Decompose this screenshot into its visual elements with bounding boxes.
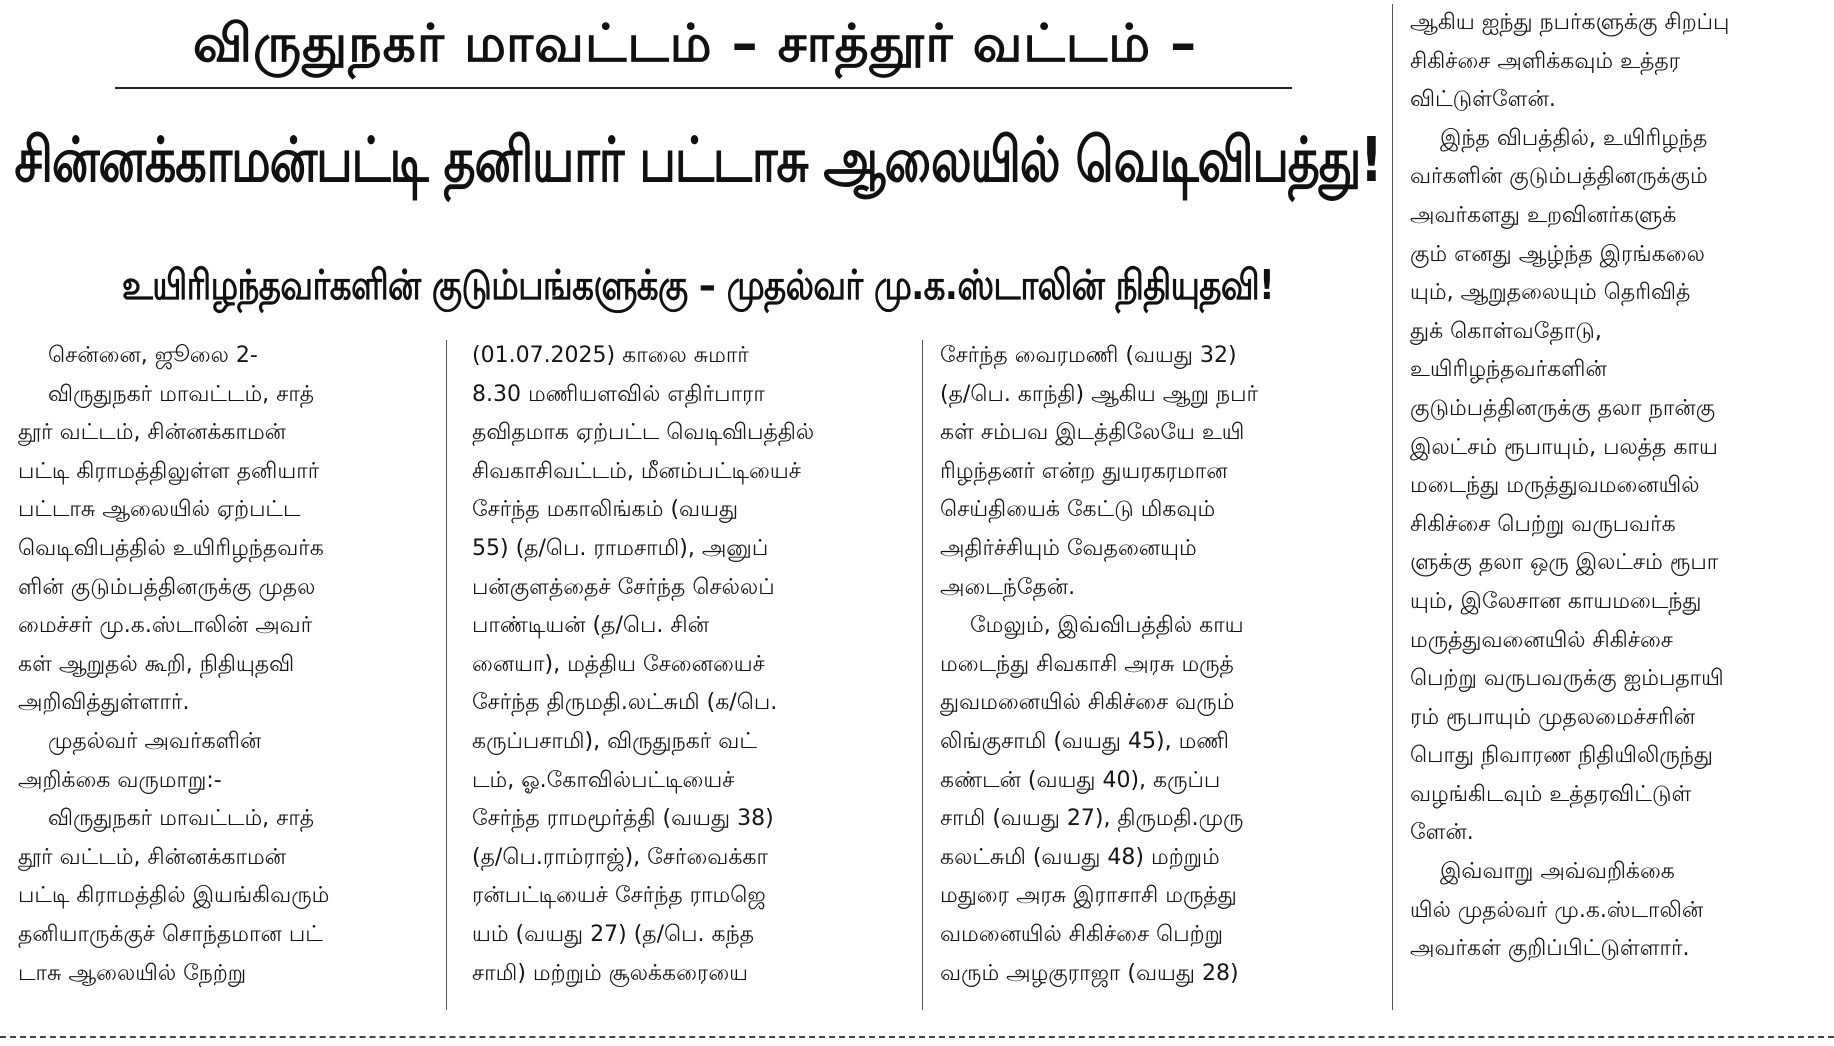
text-line: வெடிவிபத்தில் உயிரிழந்தவர்க bbox=[18, 535, 324, 561]
column-divider bbox=[446, 340, 447, 1010]
text-line: மதுரை அரசு இராசாசி மருத்து bbox=[940, 883, 1237, 909]
text-line: பொது நிவாரண நிதியிலிருந்து bbox=[1410, 743, 1713, 769]
bottom-cut-line bbox=[0, 1036, 1834, 1038]
text-line: துவமனையில் சிகிச்சை வரும் bbox=[940, 690, 1235, 716]
column-divider bbox=[1392, 4, 1393, 1010]
text-line: கள் சம்பவ இடத்திலேயே உயி bbox=[940, 420, 1245, 446]
text-line: யம் (வயது 27) (த/பெ. கந்த bbox=[472, 921, 755, 947]
text-line: சேர்ந்த ராமமூர்த்தி (வயது 38) bbox=[472, 806, 774, 832]
text-line: யும், இலேசான காயமடைந்து bbox=[1410, 588, 1702, 614]
text-line: உயிரிழந்தவர்களின் bbox=[1410, 357, 1607, 383]
text-line: குடும்பத்தினருக்கு தலா நான்கு bbox=[1410, 395, 1716, 421]
text-line: பட்டாசு ஆலையில் ஏற்பட்ட bbox=[18, 497, 301, 523]
text-line: ரம் ரூபாயும் முதலமைச்சரின் bbox=[1410, 704, 1696, 730]
text-line: பட்டி கிராமத்தில் இயங்கிவரும் bbox=[18, 883, 330, 909]
text-line: சிவகாசிவட்டம், மீனம்பட்டியைச் bbox=[472, 458, 801, 484]
text-line: ளேன். bbox=[1410, 820, 1474, 846]
text-line: முதல்வர் அவர்களின் bbox=[48, 728, 262, 754]
kicker-heading: விருதுநகர் மாவட்டம் – சாத்தூர் வட்டம் – bbox=[192, 14, 1198, 74]
text-line: சென்னை, ஜூலை 2- bbox=[48, 343, 258, 368]
main-headline: சின்னக்காமன்பட்டி தனியார் பட்டாசு ஆலையில் வெடிவிபத்து! bbox=[14, 124, 1382, 196]
text-line: டாசு ஆலையில் நேற்று bbox=[18, 960, 247, 986]
text-line: இலட்சம் ரூபாயும், பலத்த காய bbox=[1410, 434, 1718, 460]
text-line: சிகிச்சை பெற்று வருபவர்க bbox=[1410, 511, 1676, 537]
text-line: யில் முதல்வர் மு.க.ஸ்டாலின் bbox=[1410, 897, 1704, 923]
text-line: துக் கொள்வதோடு, bbox=[1410, 318, 1602, 344]
text-line: தவிதமாக ஏற்பட்ட வெடிவிபத்தில் bbox=[472, 420, 815, 446]
text-line: வமனையில் சிகிச்சை பெற்று bbox=[940, 921, 1224, 947]
text-line: மேலும், இவ்விபத்தில் காய bbox=[970, 613, 1244, 639]
text-line: பாண்டியன் (த/பெ. சின் bbox=[472, 613, 709, 639]
text-line: 8.30 மணியளவில் எதிர்பாரா bbox=[472, 381, 765, 407]
text-line: ரிழந்தனர் என்ற துயரகரமான bbox=[940, 458, 1228, 484]
sub-headline: உயிரிழந்தவர்களின் குடும்பங்களுக்கு – முதல்வர் மு.க.ஸ்டாலின் நிதியுதவி! bbox=[121, 262, 1275, 310]
text-line: வழங்கிடவும் உத்தரவிட்டுள் bbox=[1410, 781, 1692, 807]
text-line: ளுக்கு தலா ஒரு இலட்சம் ரூபா bbox=[1410, 550, 1719, 576]
text-line: ஆகிய ஐந்து நபர்களுக்கு சிறப்பு bbox=[1410, 10, 1730, 35]
text-line: லிங்குசாமி (வயது 45), மணி bbox=[940, 728, 1229, 754]
text-line: தனியாருக்குச் சொந்தமான பட் bbox=[18, 921, 323, 947]
text-line: பன்குளத்தைச் சேர்ந்த செல்லப் bbox=[472, 574, 775, 600]
text-line: பட்டி கிராமத்திலுள்ள தனியார் bbox=[18, 458, 320, 484]
text-line: அவர்களது உறவினர்களுக் bbox=[1410, 202, 1677, 228]
text-line: அறிக்கை வருமாறு:- bbox=[18, 767, 222, 793]
text-line: பெற்று வருபவருக்கு ஐம்பதாயி bbox=[1410, 666, 1724, 692]
text-line: சேர்ந்த மகாலிங்கம் (வயது bbox=[472, 497, 739, 523]
text-line: அதிர்ச்சியும் வேதனையும் bbox=[940, 535, 1197, 561]
text-line: (த/பெ. காந்தி) ஆகிய ஆறு நபர் bbox=[940, 381, 1258, 407]
article-column-4 bbox=[1410, 4, 1830, 969]
text-line: அவர்கள் குறிப்பிட்டுள்ளார். bbox=[1410, 936, 1690, 962]
text-line: வர்களின் குடும்பத்தினருக்கும் bbox=[1410, 164, 1708, 190]
article-column-3 bbox=[940, 337, 1370, 993]
text-line: (த/பெ.ராம்ராஜ்), சேர்வைக்கா bbox=[472, 844, 768, 870]
text-line: சேர்ந்த திருமதி.லட்சுமி (க/பெ. bbox=[472, 690, 778, 716]
text-line: மைச்சர் மு.க.ஸ்டாலின் அவர் bbox=[18, 613, 313, 639]
text-line: டம், ஓ.கோவில்பட்டியைச் bbox=[472, 767, 735, 793]
text-line: கண்டன் (வயது 40), கருப்ப bbox=[940, 767, 1221, 793]
text-line: னையா), மத்திய சேனையைச் bbox=[472, 651, 765, 677]
text-line: இந்த விபத்தில், உயிரிழந்த bbox=[1440, 125, 1708, 151]
text-line: அடைந்தேன். bbox=[940, 574, 1076, 600]
text-line: மடைந்து மருத்துவமனையில் bbox=[1410, 473, 1700, 499]
text-line: செய்தியைக் கேட்டு மிகவும் bbox=[940, 497, 1216, 523]
text-line: அறிவித்துள்ளார். bbox=[18, 690, 190, 716]
text-line: ளின் குடும்பத்தினருக்கு முதல bbox=[18, 574, 316, 600]
text-line: கும் எனது ஆழ்ந்த இரங்கலை bbox=[1410, 241, 1705, 267]
article-column-1 bbox=[18, 337, 428, 993]
text-line: தூர் வட்டம், சின்னக்காமன் bbox=[18, 420, 287, 446]
text-line: மடைந்து சிவகாசி அரசு மருத் bbox=[940, 651, 1234, 677]
text-line: மருத்துவனையில் சிகிச்சை bbox=[1410, 627, 1673, 653]
text-line: கலட்சுமி (வயது 48) மற்றும் bbox=[940, 844, 1220, 870]
text-line: சிகிச்சை அளிக்கவும் உத்தர bbox=[1410, 48, 1681, 74]
text-line: சேர்ந்த வைரமணி (வயது 32) bbox=[940, 343, 1237, 368]
text-line: சாமி (வயது 27), திருமதி.முரு bbox=[940, 806, 1244, 832]
text-line: கள் ஆறுதல் கூறி, நிதியுதவி bbox=[18, 651, 295, 677]
text-line: யும், ஆறுதலையும் தெரிவித் bbox=[1410, 280, 1691, 306]
text-line: இவ்வாறு அவ்வறிக்கை bbox=[1440, 859, 1675, 885]
text-line: கருப்பசாமி), விருதுநகர் வட் bbox=[472, 728, 757, 754]
text-line: 55) (த/பெ. ராமசாமி), அனுப் bbox=[472, 535, 769, 561]
column-divider bbox=[922, 340, 923, 1010]
text-line: விருதுநகர் மாவட்டம், சாத் bbox=[48, 381, 315, 407]
headline-block bbox=[0, 0, 1390, 335]
text-line: சாமி) மற்றும் சூலக்கரையை bbox=[472, 960, 748, 986]
text-line: ரன்பட்டியைச் சேர்ந்த ராமஜெ bbox=[472, 883, 766, 909]
text-line: வரும் அழகுராஜா (வயது 28) bbox=[940, 960, 1239, 986]
text-line: தூர் வட்டம், சின்னக்காமன் bbox=[18, 844, 287, 870]
text-line: விட்டுள்ளேன். bbox=[1410, 87, 1556, 113]
text-line: (01.07.2025) காலை சுமார் bbox=[472, 343, 749, 368]
text-line: விருதுநகர் மாவட்டம், சாத் bbox=[48, 806, 315, 832]
article-column-2 bbox=[472, 337, 912, 993]
